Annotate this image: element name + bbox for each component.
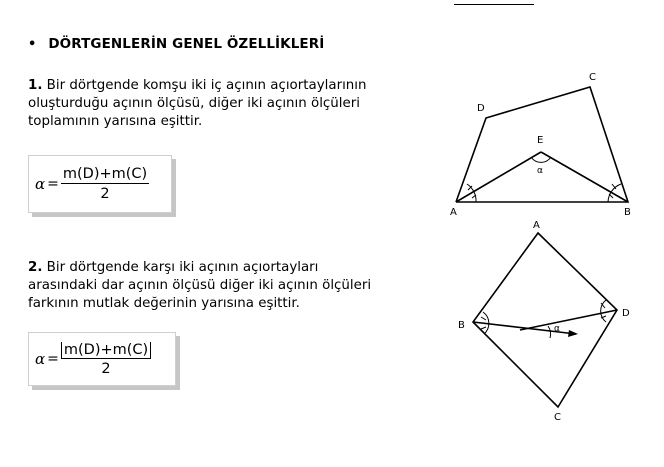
label-e: E [537,135,544,146]
alpha-symbol: α [35,175,46,193]
property-1-line-3: toplamının yarısına eşittir. [28,114,203,129]
property-1-number: 1. [28,78,43,93]
fraction-numerator: m(D)+m(C) [62,166,148,182]
fraction-numerator-absolute: m(D)+m(C) [61,342,151,359]
tick-b1 [481,317,486,320]
equals-sign: = [47,176,59,192]
property-1-line-2: oluşturduğu açının ölçüsü, diğer iki açının ölçüleri [28,96,360,111]
label-b: B [458,320,465,331]
label-b: B [624,207,631,218]
bullet-icon: • [28,36,37,52]
label-d: D [477,103,485,114]
fraction-denominator: 2 [100,186,110,202]
bisector-d [520,310,617,330]
quadrilateral-abcd [473,233,617,407]
fraction-denominator: 2 [101,360,111,377]
property-2-line-2: arasındaki dar açının ölçüsü diğer iki açının ölçüleri [28,278,372,293]
property-1-line-1: Bir dörtgende komşu iki iç açının açıortaylarının [46,78,367,93]
label-alpha: α [537,166,543,176]
tick-b2 [481,327,486,329]
arrowhead-icon [568,330,578,337]
label-c: C [554,412,561,423]
equals-sign: = [47,351,59,367]
property-2-number: 2. [28,260,43,275]
label-alpha: α [554,324,560,334]
section-title: DÖRTGENLERİN GENEL ÖZELLİKLERİ [48,36,325,52]
label-c: C [589,72,596,83]
label-a: A [533,220,540,231]
property-2-line-3: farkının mutlak değerinin yarısına eşittir. [28,296,300,311]
angle-arc-alpha [548,326,551,338]
alpha-symbol: α [35,350,46,368]
label-d: D [622,308,630,319]
label-a: A [450,207,457,218]
property-2-line-1: Bir dörtgende karşı iki açının açıortayları [46,260,319,275]
